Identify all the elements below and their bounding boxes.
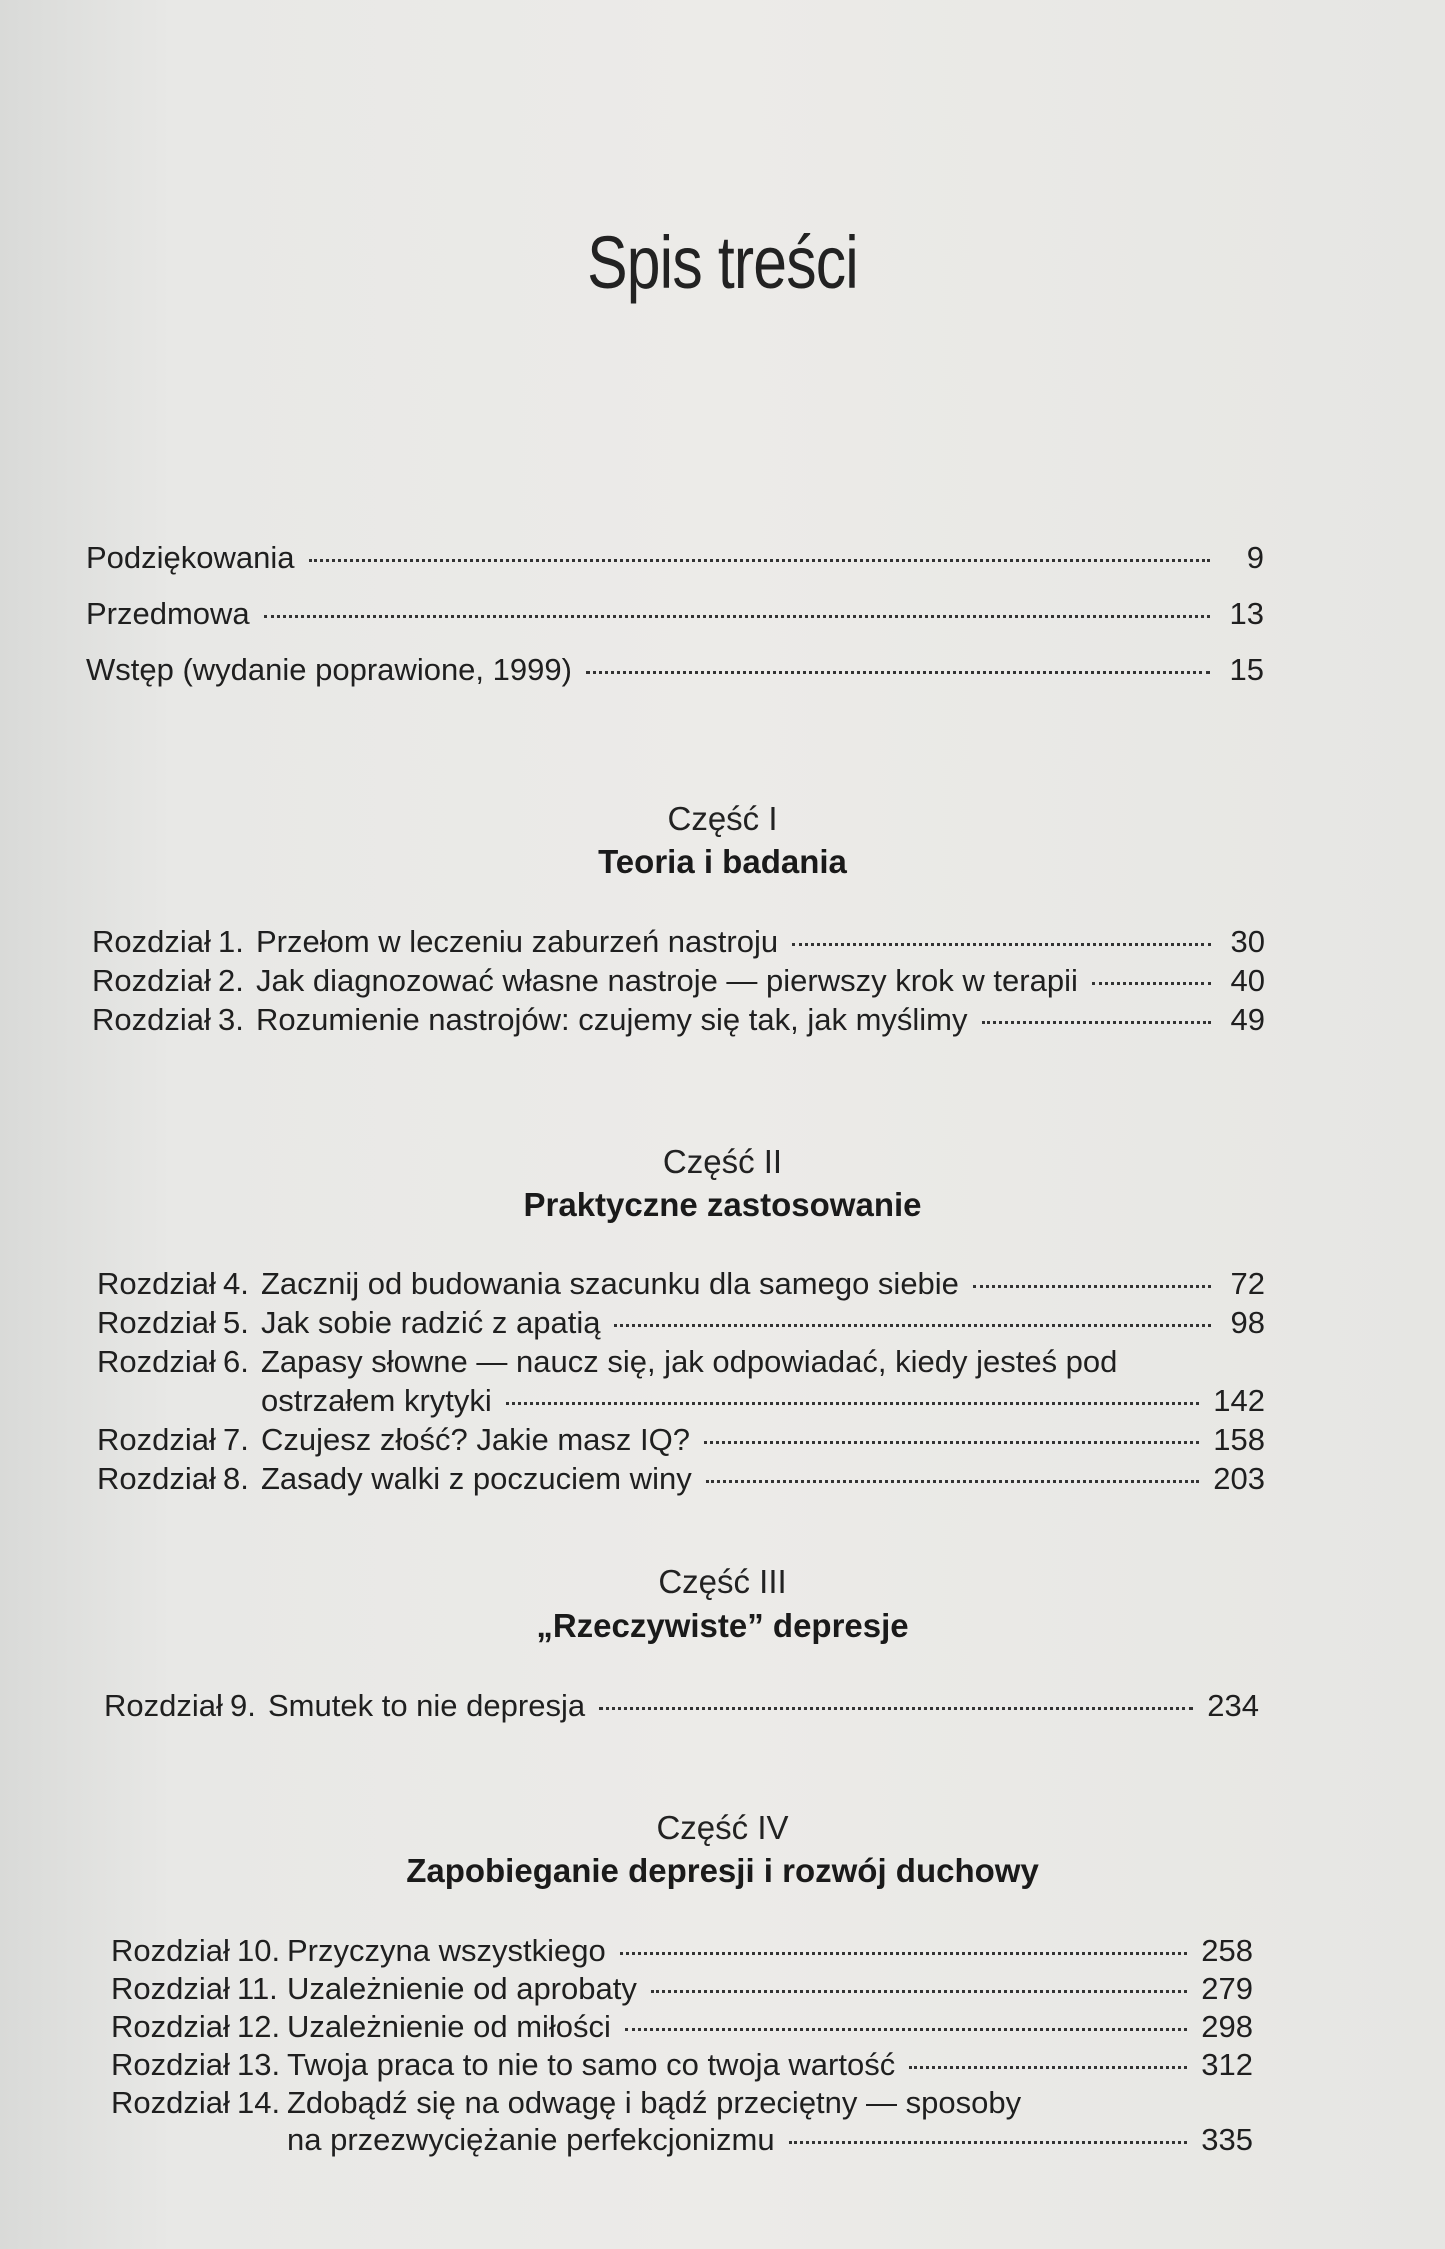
chapter-number: 6.: [223, 1344, 249, 1379]
page-number: 40: [1230, 963, 1265, 998]
chapter-number: 4.: [223, 1266, 249, 1301]
toc-chapter: [97, 1461, 1265, 1497]
chapter-title: Zdobądź się na odwagę i bądź przeciętny — sposoby: [287, 2085, 1022, 2120]
chapter-number: 3.: [218, 1002, 244, 1037]
entry-title: Przedmowa: [86, 596, 250, 631]
dot-leader: [264, 615, 1210, 618]
page-number: 312: [1201, 2047, 1253, 2082]
chapter-label: Rozdział: [111, 1971, 230, 2006]
page-number: 279: [1201, 1971, 1253, 2006]
chapter-label: Rozdział: [97, 1305, 216, 1340]
chapter-title: Uzależnienie od aprobaty: [287, 1971, 637, 2006]
page-number: 49: [1230, 1002, 1265, 1037]
toc-chapter: [92, 1002, 1265, 1038]
dot-leader: [792, 943, 1211, 946]
part-number: Część III: [658, 1563, 787, 1600]
part-number: Część II: [662, 1143, 783, 1180]
toc-chapter: [111, 1971, 1253, 2007]
chapter-title: Zapasy słowne — naucz się, jak odpowiadać, kiedy jesteś pod: [261, 1344, 1118, 1379]
toc-chapter: [92, 963, 1265, 999]
dot-leader: [704, 1441, 1199, 1444]
chapter-label: Rozdział: [92, 1002, 211, 1037]
toc-chapter-first-line: [97, 1344, 1117, 1380]
chapter-title: Przyczyna wszystkiego: [287, 1933, 606, 1968]
page-number: 335: [1201, 2122, 1253, 2157]
chapter-label: Rozdział: [92, 963, 211, 998]
part-title: „Rzeczywiste” depresje: [536, 1607, 909, 1644]
chapter-title: Twoja praca to nie to samo co twoja wartość: [287, 2047, 896, 2082]
dot-leader: [982, 1021, 1212, 1024]
dot-leader: [1092, 982, 1211, 985]
chapter-label: Rozdział: [97, 1422, 216, 1457]
toc-entry: [86, 540, 1264, 576]
part-title: Zapobieganie depresji i rozwój duchowy: [406, 1852, 1039, 1889]
part-title: Teoria i badania: [598, 843, 847, 880]
page-number: 13: [1229, 596, 1264, 631]
chapter-label: Rozdział: [92, 924, 211, 959]
chapter-title: Rozumienie nastrojów: czujemy się tak, jak myślimy: [256, 1002, 968, 1037]
dot-leader: [651, 1990, 1187, 1993]
page-number: 15: [1229, 652, 1264, 687]
page-number: 234: [1207, 1688, 1259, 1723]
chapter-title: Uzależnienie od miłości: [287, 2009, 611, 2044]
chapter-title: Zasady walki z poczuciem winy: [261, 1461, 692, 1496]
entry-title: Podziękowania: [86, 540, 295, 575]
toc-chapter: [97, 1422, 1265, 1458]
toc-entry: [86, 596, 1264, 632]
chapter-label: Rozdział: [111, 2047, 230, 2082]
dot-leader: [625, 2028, 1187, 2031]
toc-chapter-continuation: [261, 1383, 1265, 1419]
page-number: 258: [1201, 1933, 1253, 1968]
page-number: 142: [1213, 1383, 1265, 1418]
chapter-number: 10.: [237, 1933, 281, 1968]
dot-leader: [586, 671, 1210, 674]
chapter-title: Jak diagnozować własne nastroje — pierwszy krok w terapii: [256, 963, 1078, 998]
chapter-title: Czujesz złość? Jakie masz IQ?: [261, 1422, 690, 1457]
part-title: Praktyczne zastosowanie: [523, 1186, 922, 1223]
dot-leader: [599, 1707, 1193, 1710]
dot-leader: [620, 1952, 1188, 1955]
chapter-title: Smutek to nie depresja: [268, 1688, 586, 1723]
toc-chapter: [92, 924, 1265, 960]
chapter-label: Rozdział: [111, 1933, 230, 1968]
chapter-number: 1.: [218, 924, 244, 959]
toc-chapter: [97, 1305, 1265, 1341]
chapter-label: Rozdział: [97, 1461, 216, 1496]
chapter-number: 11.: [237, 1971, 278, 2006]
chapter-title: Jak sobie radzić z apatią: [261, 1305, 601, 1340]
page-number: 72: [1230, 1266, 1265, 1301]
chapter-title-continuation: ostrzałem krytyki: [261, 1383, 492, 1418]
chapter-number: 5.: [223, 1305, 249, 1340]
dot-leader: [309, 559, 1210, 562]
chapter-number: 2.: [218, 963, 244, 998]
dot-leader: [973, 1285, 1211, 1288]
toc-chapter: [111, 2047, 1253, 2083]
chapter-number: 7.: [223, 1422, 249, 1457]
toc-entry: [86, 652, 1264, 688]
dot-leader: [506, 1402, 1199, 1405]
chapter-title: Przełom w leczeniu zaburzeń nastroju: [256, 924, 779, 959]
page-number: 30: [1230, 924, 1265, 959]
toc-chapter-first-line: [111, 2085, 1021, 2121]
page-number: 158: [1213, 1422, 1265, 1457]
toc-chapter: [104, 1688, 1259, 1724]
dot-leader: [706, 1480, 1200, 1483]
page-number: 203: [1213, 1461, 1265, 1496]
dot-leader: [614, 1324, 1211, 1327]
dot-leader: [909, 2066, 1187, 2069]
toc-chapter: [97, 1266, 1265, 1302]
chapter-number: 14.: [237, 2085, 281, 2120]
page-number: 9: [1246, 540, 1264, 575]
page-title: Spis treści: [587, 221, 858, 304]
chapter-label: Rozdział: [111, 2085, 230, 2120]
chapter-label: Rozdział: [104, 1688, 223, 1723]
toc-chapter-continuation: [287, 2122, 1253, 2158]
chapter-label: Rozdział: [97, 1266, 216, 1301]
toc-chapter: [111, 1933, 1253, 1969]
dot-leader: [789, 2141, 1188, 2144]
chapter-label: Rozdział: [97, 1344, 216, 1379]
chapter-number: 12.: [237, 2009, 281, 2044]
chapter-title: Zacznij od budowania szacunku dla samego siebie: [261, 1266, 959, 1301]
chapter-title-continuation: na przezwyciężanie perfekcjonizmu: [287, 2122, 775, 2157]
chapter-number: 8.: [223, 1461, 249, 1496]
toc-chapter: [111, 2009, 1253, 2045]
chapter-number: 13.: [237, 2047, 281, 2082]
page-number: 298: [1201, 2009, 1253, 2044]
entry-title: Wstęp (wydanie poprawione, 1999): [86, 652, 572, 687]
part-number: Część IV: [656, 1809, 789, 1846]
chapter-label: Rozdział: [111, 2009, 230, 2044]
part-number: Część I: [667, 800, 778, 837]
page-number: 98: [1230, 1305, 1265, 1340]
chapter-number: 9.: [230, 1688, 256, 1723]
